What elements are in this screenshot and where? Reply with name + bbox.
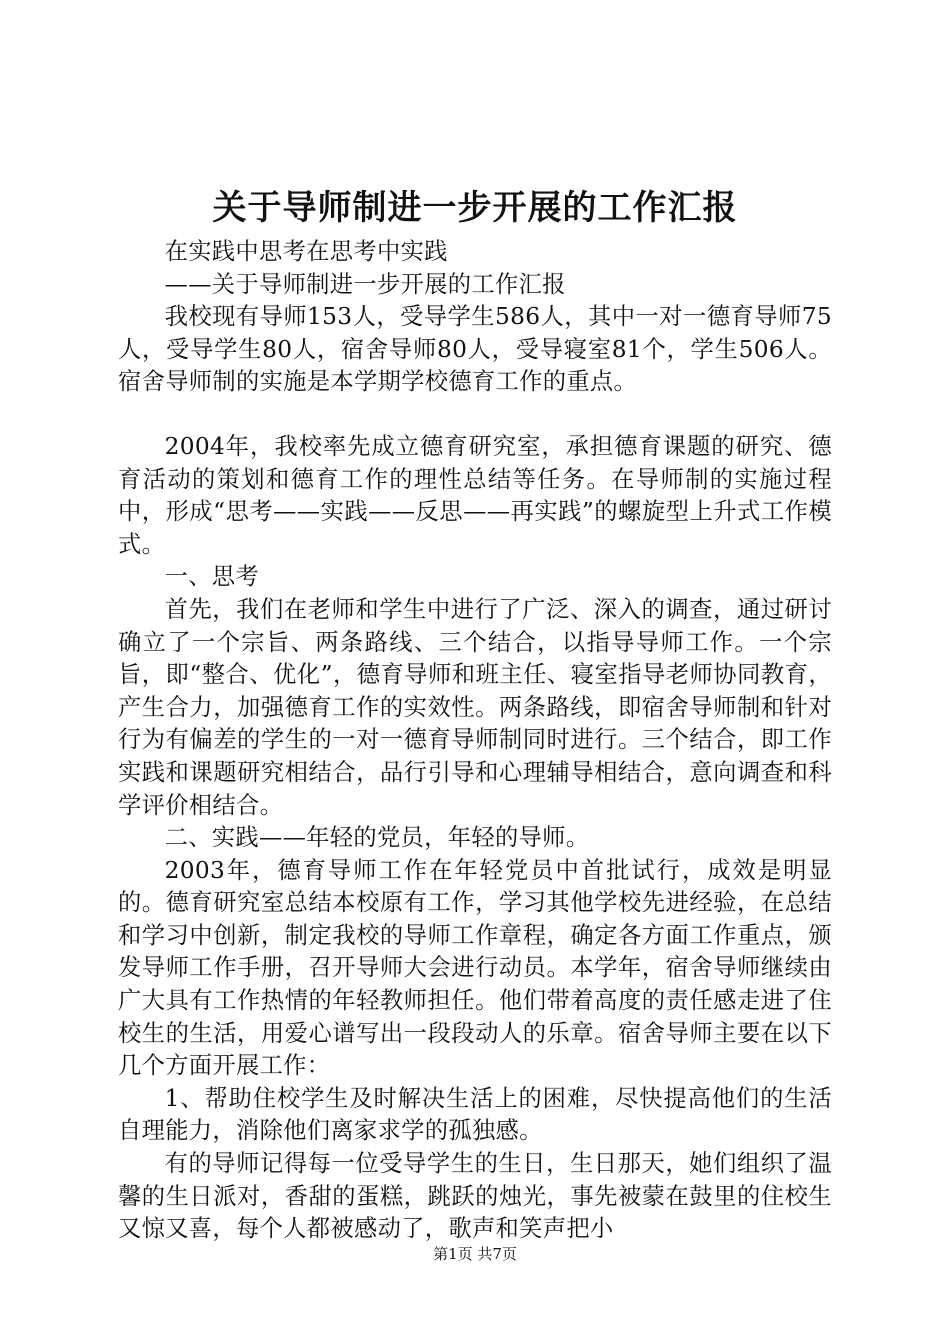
paragraph-item-1: 1、帮助住校学生及时解决生活上的困难，尽快提高他们的生活自理能力，消除他们离家求学的孤独感。 (118, 1084, 832, 1145)
paragraph-intro: 我校现有导师153人，受导学生586人，其中一对一德育导师75人，受导学生80人，宿舍导师80人，受导寝室81个，学生506人。宿舍导师制的实施是本学期学校德育工作的重点。 (118, 303, 832, 396)
section-heading-practice: 二、实践——年轻的党员，年轻的导师。 (164, 824, 590, 852)
paragraph-thinking: 首先，我们在老师和学生中进行了广泛、深入的调查，通过研讨确立了一个宗旨、两条路线、三个结合，以指导导师工作。一个宗旨，即“整合、优化”，德育导师和班主任、寝室指导老师协同教育，产生合力，加强德育工作的实效性。两条路线，即宿舍导师制和针对行为有偏差的学生的一对一德育导师制同时进行。三个结合，即工作实践和课题研究相结合，品行引导和心理辅导相结合，意向调查和科学评价相结合。 (118, 595, 832, 819)
document-title: 关于导师制进一步开展的工作汇报 (212, 188, 738, 228)
paragraph-2004: 2004年，我校率先成立德育研究室，承担德育课题的研究、德育活动的策划和德育工作的理性总结等任务。在导师制的实施过程中，形成“思考——实践——反思——再实践”的螺旋型上升式工作模式。 (118, 432, 832, 558)
document-body (118, 236, 832, 1246)
paragraph-subtitle-2: ——关于导师制进一步开展的工作汇报 (164, 270, 566, 298)
section-heading-thinking: 一、思考 (164, 563, 259, 591)
paragraph-2003: 2003年，德育导师工作在年轻党员中首批试行，成效是明显的。德育研究室总结本校原有工作，学习其他学校先进经验，在总结和学习中创新，制定我校的导师工作章程，确定各方面工作重点，颁发导师工作手册，召开导师大会进行动员。本学年，宿舍导师继续由广大具有工作热情的年轻教师担任。他们带着高度的责任感走进了住校生的生活，用爱心谱写出一段段动人的乐章。宿舍导师主要在以下几个方面开展工作： (118, 856, 832, 1080)
paragraph-birthday: 有的导师记得每一位受导学生的生日，生日那天，她们组织了温馨的生日派对，香甜的蛋糕，跳跃的烛光，事先被蒙在鼓里的住校生又惊又喜，每个人都被感动了，歌声和笑声把小 (118, 1150, 832, 1243)
page-number-footer: 第1页 共7页 (433, 1245, 517, 1263)
paragraph-subtitle: 在实践中思考在思考中实践 (164, 238, 448, 265)
